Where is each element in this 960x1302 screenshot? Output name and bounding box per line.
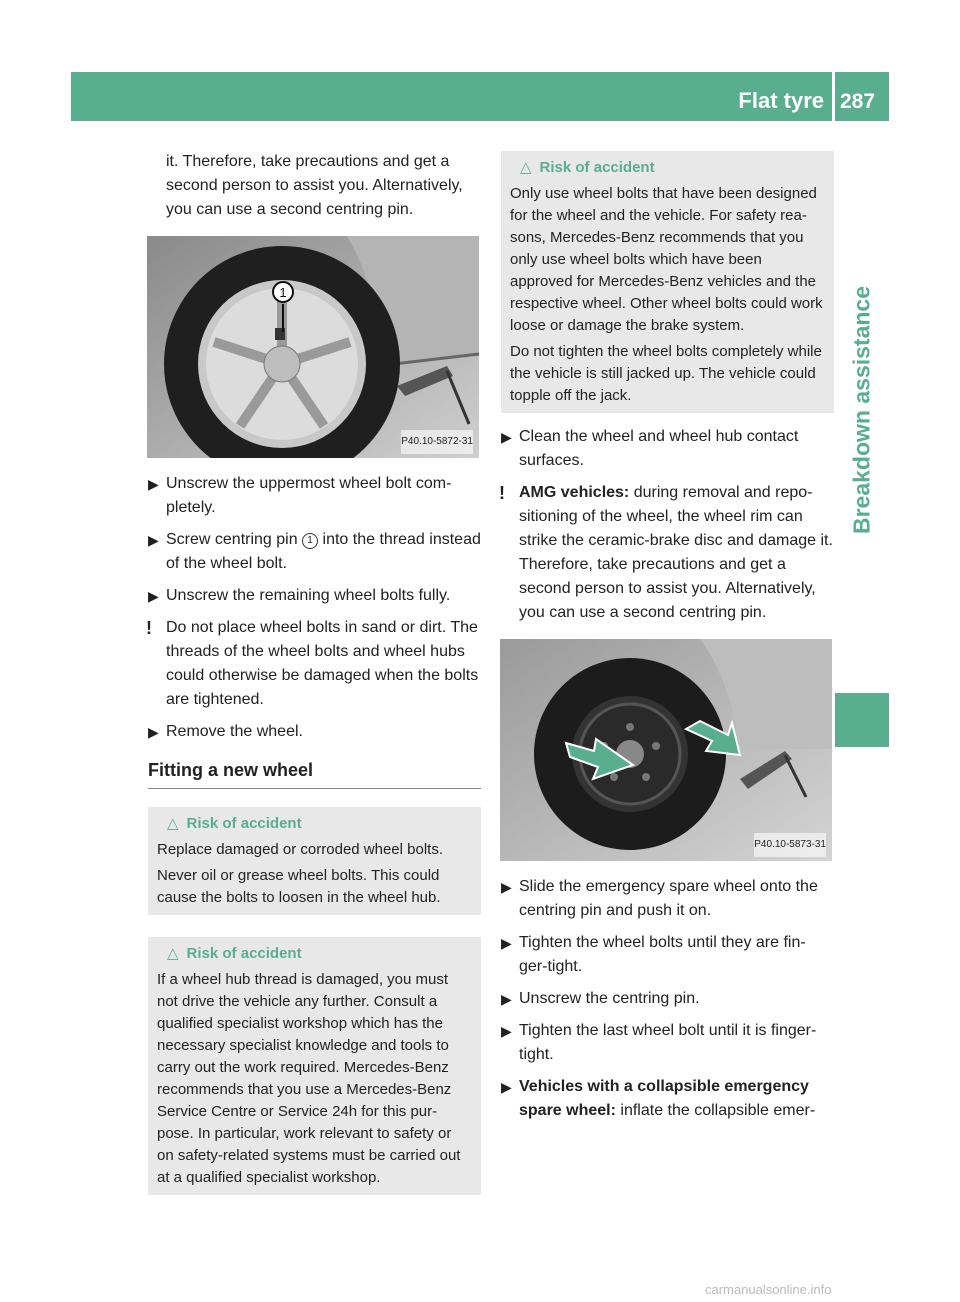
side-tab-marker (835, 693, 889, 747)
step-bold-text: Vehicles with a collapsible emergency spare wheel: (519, 1078, 809, 1119)
x-arrow-icon: ▶ (501, 1023, 512, 1039)
step-text: Screw centring pin (166, 531, 298, 548)
page-number: 287 (840, 90, 876, 113)
section-heading: Fitting a new wheel (148, 758, 481, 789)
step-text: Remove the wheel. (166, 723, 303, 740)
warning-text: If a wheel hub thread is damaged, you must not drive the vehicle any further. Consult a qualified specialist workshop which has the necessary specialist knowledge and tools to carry out the work required. Mercedes-Benz recommends that you use a Mercedes-Benz Service Centre or Service 24h for this pur-pose. In particular, work relevant to safety or on safety-related systems must be carried out at a qualified specialist workshop. (157, 971, 461, 1186)
warning-triangle-icon: △ (520, 159, 532, 176)
note-wheel-bolts (148, 616, 481, 712)
x-arrow-icon: ▶ (148, 724, 159, 740)
warning-title: Risk of accident (539, 159, 655, 176)
warning-triangle-icon: △ (167, 945, 179, 962)
warning-title: Risk of accident (186, 815, 302, 832)
step-unscrew-centring-pin (501, 987, 834, 1011)
figure2-code: P40.10-5873-31 (754, 833, 826, 857)
x-arrow-icon: ▶ (501, 935, 512, 951)
note-text: Do not place wheel bolts in sand or dirt. The threads of the wheel bolts and wheel hubs could otherwise be damaged when the bolts are tightened. (166, 619, 479, 708)
step-collapsible-spare (501, 1075, 834, 1123)
spare-wheel-illustration (500, 639, 832, 861)
callout-badge: 1 (302, 533, 318, 549)
header-divider (832, 72, 835, 121)
x-arrow-icon: ▶ (148, 476, 159, 492)
step-text: Tighten the wheel bolts until they are fin-ger-tight. (519, 934, 806, 975)
step-text: Unscrew the uppermost wheel bolt com-pletely. (166, 475, 452, 516)
step-text: into the thread instead of the wheel bolt. (166, 531, 481, 572)
step-clean-contact-surfaces (501, 425, 834, 473)
step-remove-wheel (148, 720, 481, 744)
x-arrow-icon: ▶ (501, 429, 512, 445)
warning-box-hub-thread (148, 937, 481, 1195)
figure-spare-wheel (500, 639, 832, 861)
x-arrow-icon: ▶ (501, 991, 512, 1007)
step-text: Slide the emergency spare wheel onto the centring pin and push it on. (519, 878, 818, 919)
intro-text: it. Therefore, take precautions and get a second person to assist you. Alternatively, you can use a second centring pin. (166, 153, 463, 218)
step-tighten-bolts (501, 931, 834, 979)
warning-text: Never oil or grease wheel bolts. This could cause the bolts to loosen in the wheel hub. (157, 867, 441, 906)
note-text: during removal and repo-sitioning of the wheel, the wheel rim can strike the ceramic-brake disc and damage it. Therefore, take precautions and get a second person to assist you. Alternatively, you can use a second centring pin. (519, 484, 833, 621)
exclamation-icon: ! (146, 618, 152, 638)
figure-wheel-removal (147, 236, 479, 458)
figure1-callout: 1 (279, 285, 287, 300)
step-text: Tighten the last wheel bolt until it is finger-tight. (519, 1022, 817, 1063)
footer-watermark: carmanualsonline.info (705, 1282, 832, 1297)
side-tab (835, 121, 889, 681)
warning-text: Do not tighten the wheel bolts completely while the vehicle is still jacked up. The vehicle could topple off the jack. (510, 343, 822, 404)
note-amg-vehicles (501, 481, 834, 625)
wheel-removal-illustration (147, 236, 479, 458)
warning-text: Replace damaged or corroded wheel bolts. (157, 841, 444, 858)
left-column (148, 150, 481, 1195)
warning-triangle-icon: △ (167, 815, 179, 832)
x-arrow-icon: ▶ (501, 879, 512, 895)
step-text: Unscrew the remaining wheel bolts fully. (166, 587, 451, 604)
warning-text: Only use wheel bolts that have been designed for the wheel and the vehicle. For safety rea-sons, Mercedes-Benz recommends that you only use wheel bolts which have been approved for Mercedes-Benz vehicles and the respective wheel. Other wheel bolts could work loose or damage the brake system. (510, 185, 823, 334)
step-unscrew-remaining (148, 584, 481, 608)
warning-box-corroded-bolts (148, 807, 481, 915)
step-unscrew-uppermost (148, 472, 481, 520)
note-bold-text: AMG vehicles: (519, 484, 630, 501)
exclamation-icon: ! (499, 483, 505, 503)
step-tighten-last-bolt (501, 1019, 834, 1067)
step-text: Unscrew the centring pin. (519, 990, 700, 1007)
x-arrow-icon: ▶ (148, 588, 159, 604)
x-arrow-icon: ▶ (501, 1079, 512, 1095)
right-column (501, 151, 834, 1123)
x-arrow-icon: ▶ (148, 532, 159, 548)
step-text: Clean the wheel and wheel hub contact surfaces. (519, 428, 799, 469)
warning-box-approved-bolts (501, 151, 834, 413)
warning-title: Risk of accident (186, 945, 302, 962)
step-screw-centring-pin (148, 528, 481, 576)
page-section-title: Flat tyre (738, 88, 824, 113)
step-slide-spare-wheel (501, 875, 834, 923)
figure1-code: P40.10-5872-31 (401, 430, 473, 454)
step-text: inflate the collapsible emer- (620, 1102, 816, 1119)
side-tab-label: Breakdown assistance (848, 285, 875, 535)
